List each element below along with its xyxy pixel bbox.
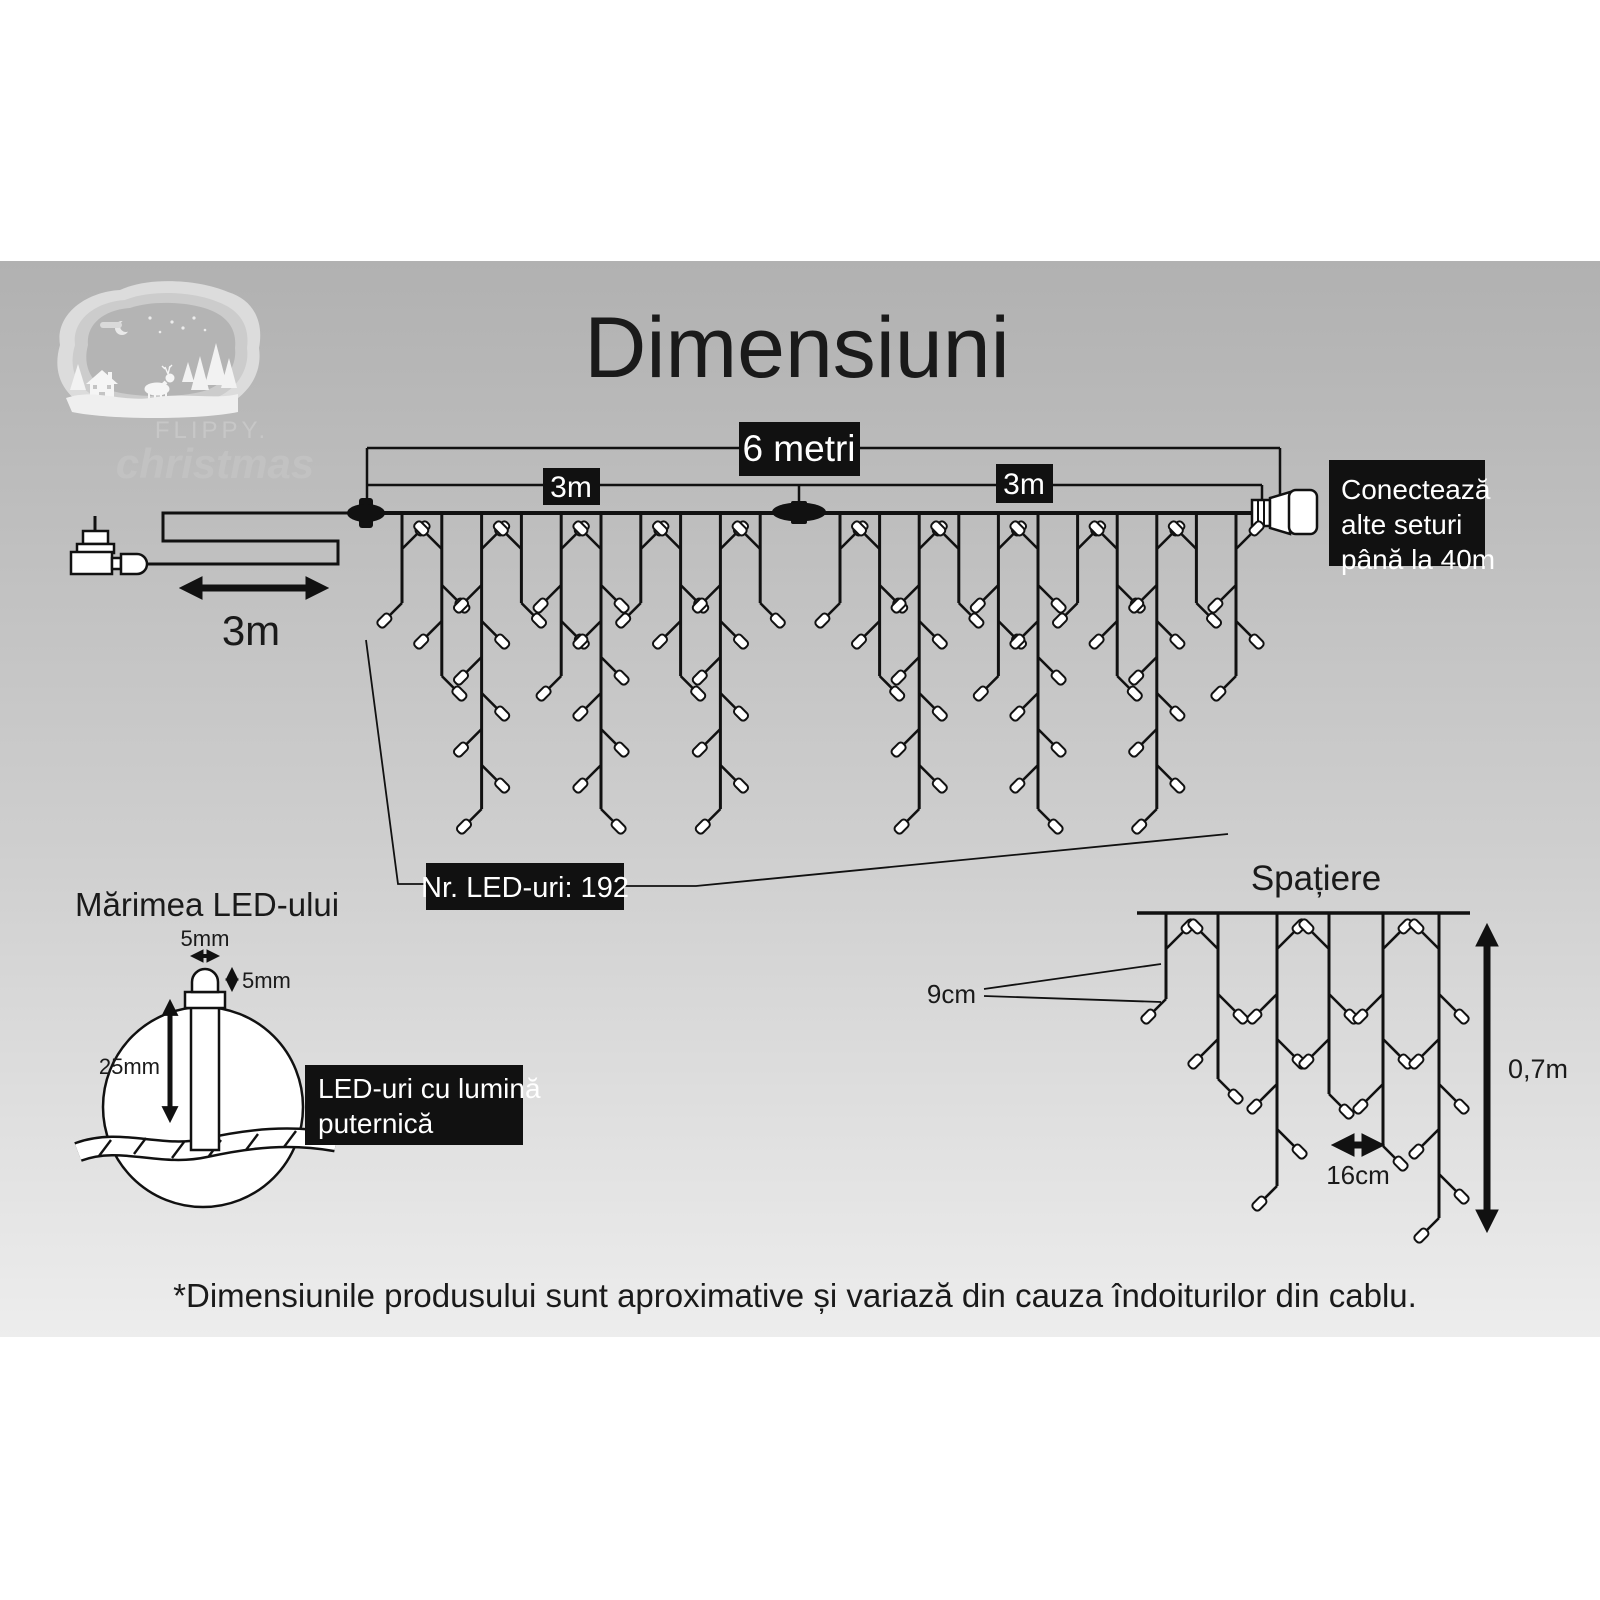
logo-brand-text: FLIPPY. xyxy=(154,417,270,444)
svg-text:alte seturi: alte seturi xyxy=(1341,509,1463,540)
logo-script-text: christmas xyxy=(115,440,315,487)
led-size-heading: Mărimea LED-ului xyxy=(75,886,340,923)
span-label-left xyxy=(543,468,600,505)
led-dome-label: 5mm xyxy=(242,968,291,993)
footnote: *Dimensiunile produsului sunt aproximative și variază din cauza îndoiturilor din cablu. xyxy=(173,1277,1417,1314)
connect-note xyxy=(1329,460,1495,575)
svg-text:Conectează: Conectează xyxy=(1341,474,1491,505)
svg-text:până la 40m: până la 40m xyxy=(1341,544,1496,575)
cloud-icon xyxy=(100,322,122,328)
led-bulb-diagram xyxy=(185,969,225,1150)
drop-gap-label: 16cm xyxy=(1326,1160,1390,1190)
svg-text:Nr. LED-uri: 192: Nr. LED-uri: 192 xyxy=(421,872,629,904)
page-title: Dimensiuni xyxy=(584,300,1010,396)
svg-text:puternică: puternică xyxy=(318,1108,434,1139)
total-length-label xyxy=(739,422,860,476)
led-note xyxy=(305,1065,541,1145)
svg-text:LED-uri cu lumină: LED-uri cu lumină xyxy=(318,1073,541,1104)
lead-length-label: 3m xyxy=(221,607,281,654)
spacing-heading: Spațiere xyxy=(1250,859,1382,898)
led-height-label: 25mm xyxy=(98,1054,160,1079)
led-gap-label: 9cm xyxy=(926,979,976,1009)
svg-text:3m: 3m xyxy=(550,471,592,504)
led-width-label: 5mm xyxy=(180,926,230,951)
drop-length-label: 0,7m xyxy=(1508,1054,1569,1084)
svg-text:6 metri: 6 metri xyxy=(742,428,856,469)
span-label-right xyxy=(996,464,1053,503)
svg-text:3m: 3m xyxy=(1003,468,1045,501)
